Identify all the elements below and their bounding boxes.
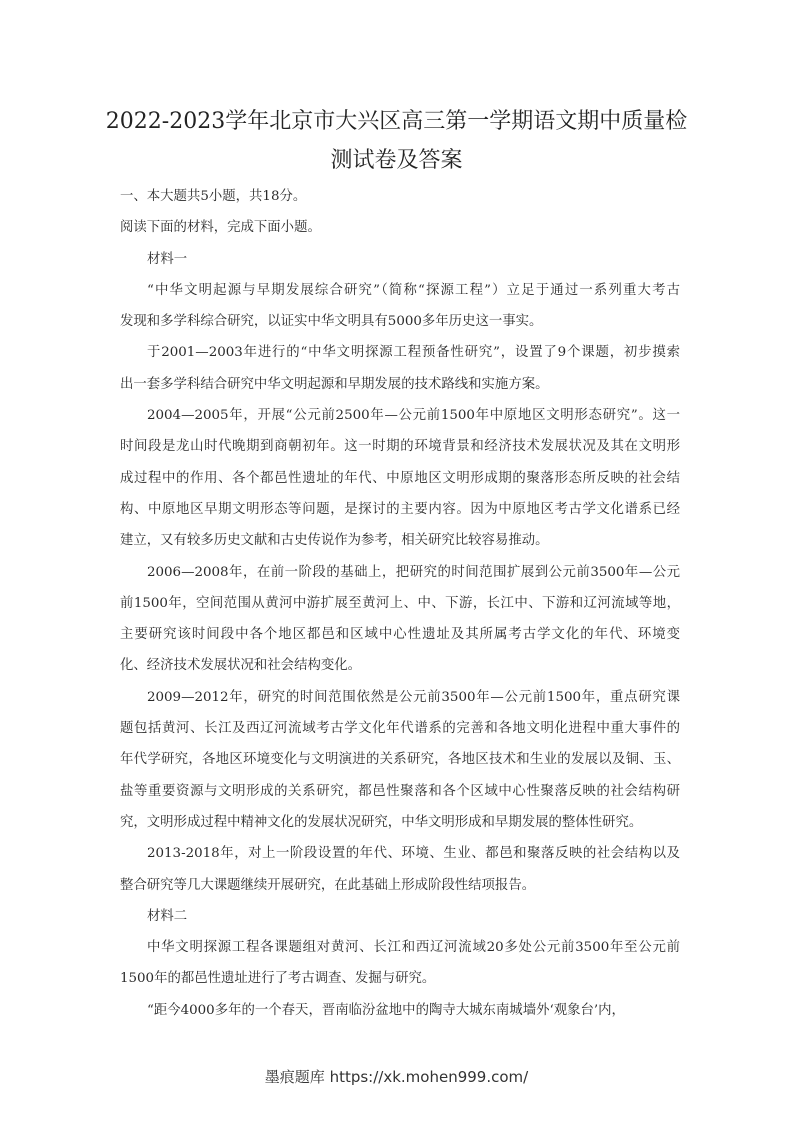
paragraph-line: 前1500年，空间范围从黄河中游扩展至黄河上、中、下游，长江中、下游和辽河流域等地，	[120, 595, 680, 611]
paragraph-line: 出一套多学科结合研究中华文明起源和早期发展的技术路线和实施方案。	[120, 376, 549, 392]
paragraph	[120, 275, 680, 338]
paragraph-line: 1500年的都邑性遗址进行了考古调查、发掘与研究。	[120, 971, 436, 987]
paragraph-line: 中华文明探源工程各课题组对黄河、长江和西辽河流域20多处公元前3500年至公元前	[147, 940, 680, 956]
paragraph-line: 2006—2008年，在前一阶段的基础上，把研究的时间范围扩展到公元前3500年—公元	[147, 564, 680, 580]
paragraph-line: 2013-2018年，对上一阶段设置的年代、环境、生业、都邑和聚落反映的社会结构以及	[147, 846, 680, 862]
paragraph-line: 于2001—2003年进行的“中华文明探源工程预备性研究”，设置了9个课题，初步摸索	[147, 345, 680, 361]
paragraph-line: “中华文明起源与早期发展综合研究”（简称“探源工程”）立足于通过一系列重大考古	[147, 282, 680, 298]
paragraph-line: 2004—2005年，开展“公元前2500年—公元前1500年中原地区文明形态研究”。这一	[147, 408, 680, 424]
document-title-line-1: 2022-2023学年北京市大兴区高三第一学期语文期中质量检	[105, 109, 688, 134]
paragraph-line: 成过程中的作用、各个都邑性遗址的年代、中原地区文明形成期的聚落形态所反映的社会结	[120, 470, 680, 486]
paragraph	[120, 181, 680, 212]
paragraph-line: 发现和多学科综合研究，以证实中华文明具有5000多年历史这一事实。	[120, 314, 543, 330]
paragraph	[120, 932, 680, 995]
paragraph-line: 建立，又有较多历史文献和古史传说作为参考，相关研究比较容易推动。	[120, 533, 549, 549]
paragraph	[120, 557, 680, 682]
paragraph	[120, 995, 680, 1026]
paragraph-line: 材料二	[147, 908, 188, 924]
paragraph-line: 一、本大题共5小题，共18分。	[120, 189, 307, 204]
paragraph-line: 年代学研究，各地区环境变化与文明演进的关系研究，各地区技术和生业的发展以及铜、玉、	[120, 752, 680, 768]
document-title-line-2: 测试卷及答案	[330, 148, 463, 173]
paragraph-line: 整合研究等几大课题继续开展研究，在此基础上形成阶段性结项报告。	[120, 877, 536, 893]
paragraph-line: 构、中原地区早期文明形态等问题，是探讨的主要内容。因为中原地区考古学文化谱系已经	[120, 501, 680, 517]
paragraph-line: 究，文明形成过程中精神文化的发展状况研究，中华文明形成和早期发展的整体性研究。	[120, 814, 643, 830]
paragraph	[120, 901, 680, 932]
paragraph	[120, 400, 680, 556]
paragraph	[120, 244, 680, 275]
paragraph	[120, 682, 680, 838]
paragraph-line: 化、经济技术发展状况和社会结构变化。	[120, 658, 362, 674]
paragraph-line: 时间段是龙山时代晚期到商朝初年。这一时期的环境背景和经济技术发展状况及其在文明形	[120, 439, 680, 455]
document-body	[120, 181, 680, 1026]
paragraph-line: 盐等重要资源与文明形成的关系研究，都邑性聚落和各个区域中心性聚落反映的社会结构研	[120, 783, 680, 799]
paragraph	[120, 838, 680, 901]
paragraph-line: 主要研究该时间段中各个地区都邑和区域中心性遗址及其所属考古学文化的年代、环境变	[120, 627, 680, 643]
paragraph-line: 材料一	[147, 251, 188, 267]
paragraph	[120, 212, 680, 243]
paragraph-line: 题包括黄河、长江及西辽河流域考古学文化年代谱系的完善和各地文明化进程中重大事件的	[120, 721, 680, 737]
paragraph-line: 阅读下面的材料，完成下面小题。	[120, 220, 321, 236]
paragraph	[120, 337, 680, 400]
paragraph-line: 2009—2012年，研究的时间范围依然是公元前3500年—公元前1500年，重点研究课	[147, 689, 680, 705]
footer-watermark: 墨痕题库 https://xk.mohen999.com/	[264, 1068, 529, 1086]
paragraph-line: “距今4000多年的一个春天，晋南临汾盆地中的陶寺大城东南城墙外‘观象台’内，	[147, 1002, 625, 1018]
